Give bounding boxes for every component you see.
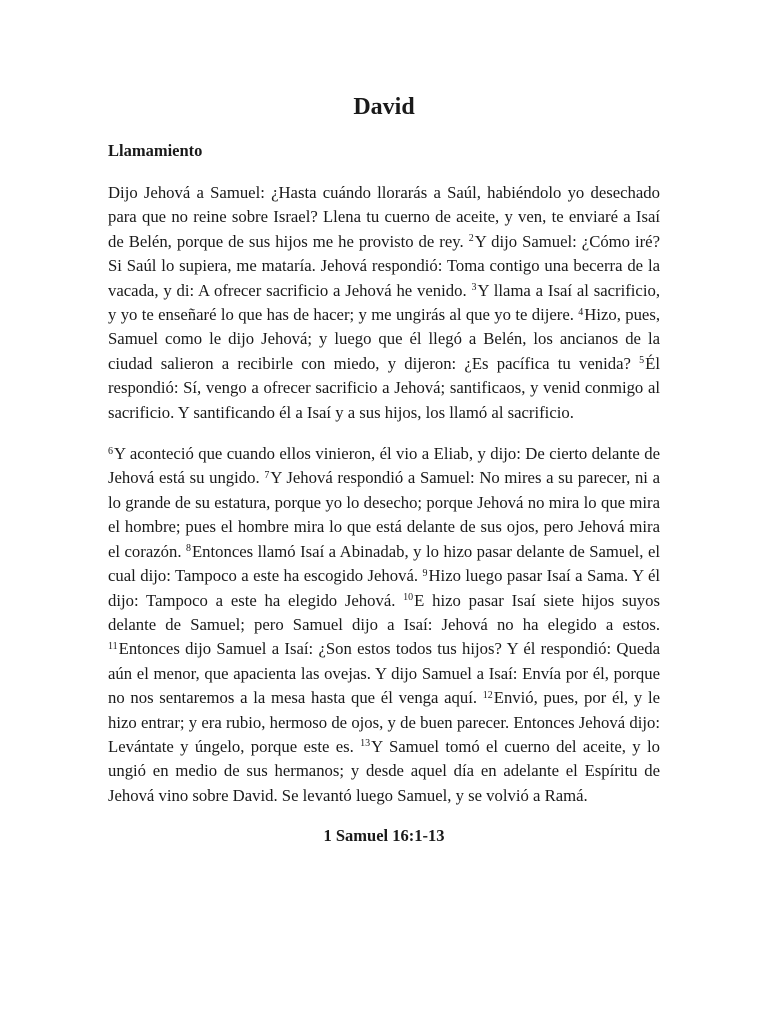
paragraph-2 bbox=[108, 442, 660, 808]
paragraph-1 bbox=[108, 181, 660, 425]
verse-text: Y llama a Isaí al sacrificio, y yo te enseñaré lo que has de hacer; y me ungirás al que yo te dijere. bbox=[108, 280, 660, 325]
verse-number: 13 bbox=[360, 738, 371, 750]
verse-text: Hizo, pues, Samuel como le dijo Jehová; y luego que él llegó a Belén, los ancianos de la ciudad salieron a recibirle con miedo, y dijeron: ¿Es pacífica tu venida? bbox=[108, 305, 660, 373]
verse-number: 9 bbox=[422, 567, 428, 579]
verse-number: 2 bbox=[468, 233, 474, 245]
verse-text: Y Jehová respondió a Samuel: No mires a su parecer, ni a lo grande de su estatura, porque yo lo desecho; porque Jehová no mira lo que mira el hombre; pues el hombre mira lo que está delante de sus ojos, pero Jehová mira el corazón. bbox=[108, 468, 660, 561]
verse-number: 8 bbox=[185, 543, 191, 555]
verse-text: Y dijo Samuel: ¿Cómo iré? Si Saúl lo supiera, me mataría. Jehová respondió: Toma contigo una becerra de la vacada, y di: A ofrecer sacrificio a Jehová he venido. bbox=[108, 231, 660, 300]
verse-text: Envió, pues, por él, y le hizo entrar; y era rubio, hermoso de ojos, y de buen parecer. Entonces Jehová dijo: Levántate y úngelo, porque este es. bbox=[108, 688, 660, 756]
verse-text: E hizo pasar Isaí siete hijos suyos delante de Samuel; pero Samuel dijo a Isaí: Jehová no ha elegido a estos. bbox=[108, 590, 660, 634]
verse-text: Y Samuel tomó el cuerno del aceite, y lo ungió en medio de sus hermanos; y desde aquel día en adelante el Espíritu de Jehová vino sobre David. Se levantó luego Samuel, y se volvió a Ramá. bbox=[108, 736, 660, 805]
verse-number: 11 bbox=[108, 640, 118, 652]
verse-text: Entonces llamó Isaí a Abinadab, y lo hizo pasar delante de Samuel, el cual dijo: Tampoco a este ha escogido Jehová. bbox=[108, 541, 660, 586]
scripture-reference: 1 Samuel 16:1-13 bbox=[323, 826, 445, 846]
verse-text: Entonces dijo Samuel a Isaí: ¿Son estos todos tus hijos? Y él respondió: Queda aún el menor, que apacienta las ovejas. Y dijo Samuel a Isaí: Envía por él, porque no nos sentaremos a la mesa hasta que él venga aquí. bbox=[108, 639, 660, 708]
verse-number: 4 bbox=[578, 306, 584, 318]
verse-number: 12 bbox=[482, 689, 493, 701]
verse-number: 3 bbox=[471, 282, 477, 294]
verse-number: 10 bbox=[403, 592, 414, 603]
verse-text: Dijo Jehová a Samuel: ¿Hasta cuándo llorarás a Saúl, habiéndolo yo desechado para que no reine sobre Israel? Llena tu cuerno de aceite, y ven, te enviaré a Isaí de Belén, porque de sus hijos me he provisto de rey. bbox=[108, 183, 660, 251]
verse-number: 7 bbox=[264, 469, 270, 481]
verse-number: 6 bbox=[108, 445, 113, 457]
verse-number: 5 bbox=[639, 355, 645, 367]
verse-text: Hizo luego pasar Isaí a Sama. Y él dijo: Tampoco a este ha elegido Jehová. bbox=[108, 566, 660, 610]
section-heading: Llamamiento bbox=[108, 141, 203, 160]
page-title: David bbox=[353, 94, 415, 120]
verse-text: Él respondió: Sí, vengo a ofrecer sacrificio a Jehová; santificaos, y venid conmigo al sacrificio. Y santificando él a Isaí y a sus hijos, los llamó al sacrificio. bbox=[108, 353, 660, 422]
verse-text: Y aconteció que cuando ellos vinieron, él vio a Eliab, y dijo: De cierto delante de Jehová está su ungido. bbox=[108, 444, 660, 488]
